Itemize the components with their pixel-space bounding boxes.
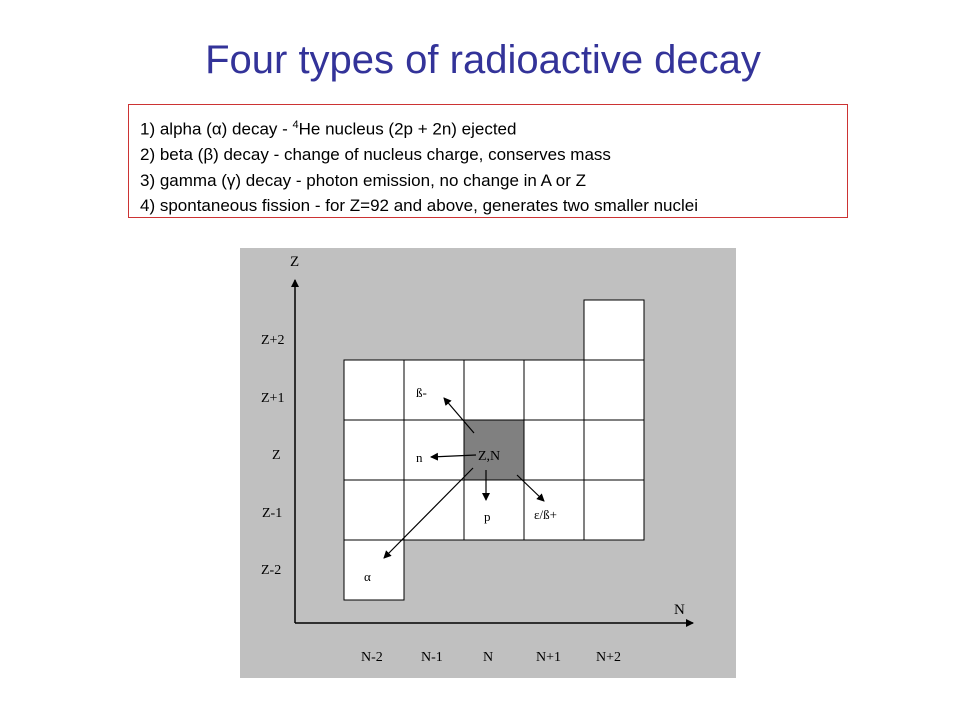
beta-rest: ) decay - change of nucleus charge, conserves mass	[213, 145, 611, 165]
cell-zm1-np2	[584, 480, 644, 540]
ec-beta-plus-label: ε/ß+	[534, 507, 557, 522]
center-label: Z,N	[478, 449, 501, 464]
gamma-symbol: γ	[226, 170, 236, 190]
beta-symbol: β	[203, 145, 214, 165]
decay-type-beta	[140, 142, 847, 168]
proton-label: p	[484, 509, 491, 524]
cell-zp1-np2	[584, 360, 644, 420]
beta-prefix: 2) beta (	[140, 145, 204, 165]
cell-zp1-nm2	[344, 360, 404, 420]
z-axis-label: Z	[290, 254, 300, 270]
alpha-superscript: 4	[292, 119, 299, 131]
gamma-prefix: 3) gamma (	[140, 170, 227, 190]
row-label-zm1: Z-1	[262, 506, 283, 521]
row-label-zp1: Z+1	[261, 391, 285, 406]
decay-type-fission	[140, 193, 847, 219]
cell-zm1-n	[464, 480, 524, 540]
col-label-nm1: N-1	[421, 650, 443, 665]
row-label-zp2: Z+2	[261, 333, 285, 348]
col-label-np2: N+2	[596, 650, 622, 665]
n-axis-label: N	[674, 602, 685, 618]
slide-title: Four types of radioactive decay	[205, 38, 761, 82]
cell-z-nm1	[404, 420, 464, 480]
cell-zp1-np1	[524, 360, 584, 420]
cell-zm2-nm2	[344, 540, 404, 600]
alpha-symbol: α	[211, 119, 222, 139]
decay-types-box	[128, 104, 848, 218]
cell-zp1-n	[464, 360, 524, 420]
alpha-prefix: 1) alpha (	[140, 119, 212, 139]
decay-type-alpha	[140, 113, 847, 142]
col-label-n: N	[483, 650, 494, 665]
col-label-nm2: N-2	[361, 650, 383, 665]
cell-zp2-np2	[584, 300, 644, 360]
fission-text: 4) spontaneous fission - for Z=92 and above, generates two smaller nuclei	[140, 196, 699, 216]
row-label-z: Z	[272, 448, 281, 463]
row-label-zm2: Z-2	[261, 563, 282, 578]
decay-diagram	[240, 248, 736, 678]
alpha-rest: ) decay -	[221, 119, 293, 139]
cell-zm1-nm1	[404, 480, 464, 540]
cell-zm1-nm2	[344, 480, 404, 540]
cell-z-nm2	[344, 420, 404, 480]
beta-minus-label: ß-	[416, 385, 427, 400]
neutron-label: n	[416, 450, 423, 465]
gamma-rest: ) decay - photon emission, no change in A or Z	[235, 170, 587, 190]
cell-z-np1	[524, 420, 584, 480]
col-label-np1: N+1	[536, 650, 562, 665]
decay-type-gamma	[140, 168, 847, 194]
alpha-tail: He nucleus (2p + 2n) ejected	[298, 119, 517, 139]
alpha-label: α	[364, 569, 371, 584]
cell-z-np2	[584, 420, 644, 480]
